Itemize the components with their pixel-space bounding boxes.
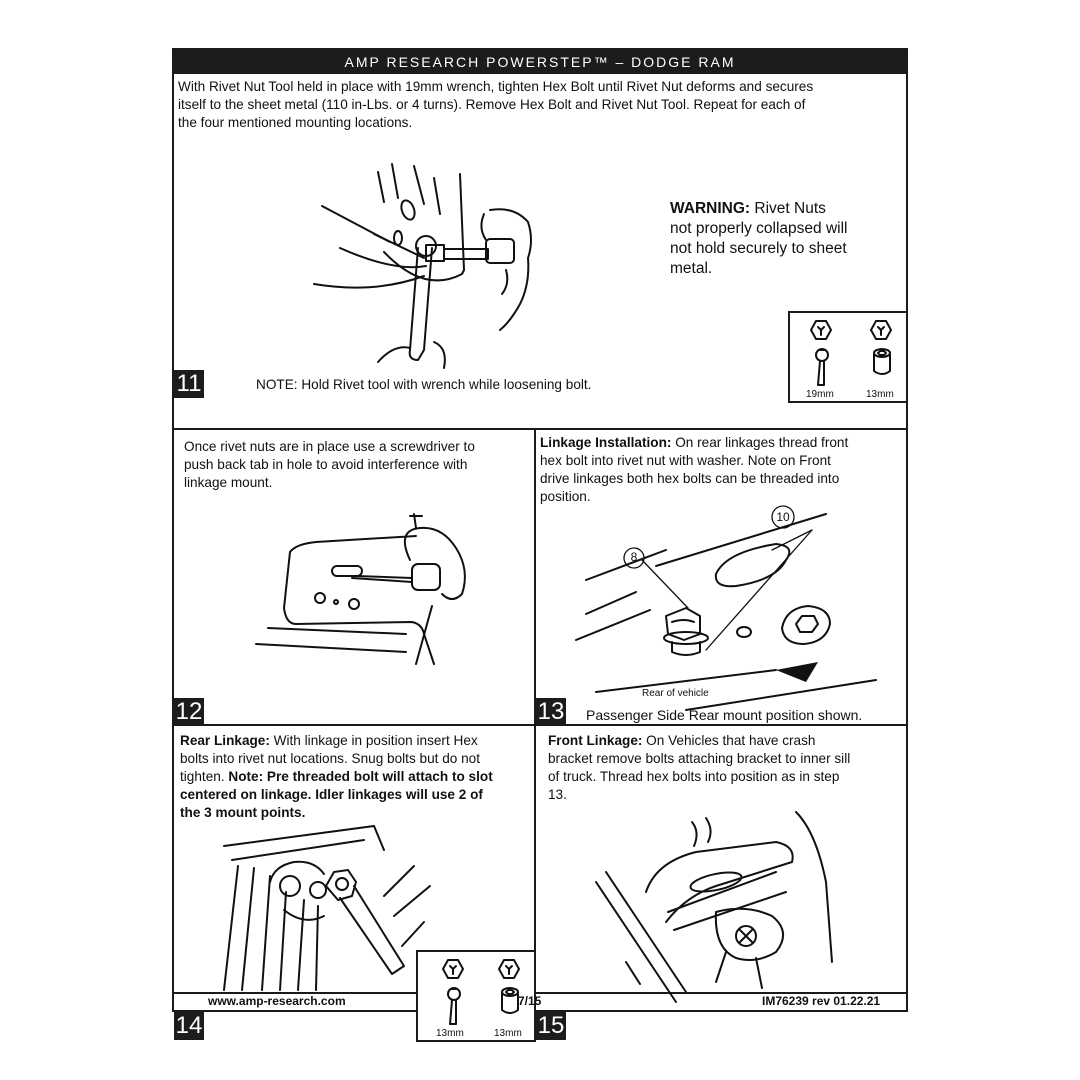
- warning-line: Rivet Nuts: [750, 200, 826, 217]
- document-revision: IM76239 rev 01.22.21: [762, 994, 881, 1008]
- step-11-panel: [174, 74, 906, 430]
- step-13-instructions: [540, 434, 900, 506]
- callout-leaders: [576, 510, 896, 700]
- step-number-11: 11: [174, 370, 204, 398]
- front-linkage-illustration: [596, 812, 856, 1002]
- step-15-line-first: [548, 732, 898, 750]
- step-15-instructions: [548, 732, 898, 804]
- screwdriver-illustration: [256, 524, 496, 664]
- step-15-heading: Front Linkage:: [548, 733, 643, 748]
- step-13-panel: [536, 430, 906, 726]
- step-11-line: With Rivet Nut Tool held in place with 19mm wrench, tighten Hex Bolt until Rivet Nut deforms and secures: [178, 79, 814, 94]
- hex-bolt-icon: [870, 319, 892, 341]
- step-15-line: bracket remove bolts attaching bracket to inner sill: [548, 751, 851, 766]
- step-11-instructions: [178, 78, 902, 132]
- step-15-line: On Vehicles that have crash: [642, 733, 816, 748]
- step-14-line: bolts into rivet nut locations. Snug bolts but do not: [180, 751, 481, 766]
- step-12-panel: [174, 430, 536, 726]
- wrench-icon: [812, 347, 832, 387]
- tool-size-label: 13mm: [436, 1028, 464, 1039]
- hex-bolt-icon: [810, 319, 832, 341]
- step-14-bold-line: the 3 mount points.: [180, 805, 306, 820]
- instruction-sheet: [172, 48, 908, 1039]
- step-number-15: 15: [537, 1012, 565, 1039]
- step-12-line: push back tab in hole to avoid interference with: [184, 457, 468, 472]
- step-13-caption: Passenger Side Rear mount position shown.: [586, 707, 863, 723]
- callout-10-label: 10: [776, 510, 790, 524]
- step-14-bold-line: centered on linkage. Idler linkages will use 2 of: [180, 787, 483, 802]
- step-15-line: 13.: [548, 787, 567, 802]
- tool-size-label: 19mm: [806, 389, 834, 400]
- rear-of-vehicle-label: Rear of vehicle: [642, 688, 709, 699]
- step-number-12: 12: [175, 698, 203, 725]
- website-link[interactable]: www.amp-research.com: [208, 994, 346, 1008]
- tools-required-box: [788, 311, 908, 403]
- step-14-line: With linkage in position insert Hex: [269, 733, 478, 748]
- step-12-instructions: [184, 438, 524, 492]
- step-14-line-third: [180, 768, 532, 786]
- step-12-line: Once rivet nuts are in place use a screwdriver to: [184, 439, 475, 454]
- step-13-line: drive linkages both hex bolts can be threaded into: [540, 471, 840, 486]
- tool-size-label: 13mm: [866, 389, 894, 400]
- step-11-line: the four mentioned mounting locations.: [178, 115, 413, 130]
- hex-bolt-icon: [442, 958, 464, 980]
- step-13-line: position.: [540, 489, 591, 504]
- page-number: 7/15: [518, 994, 542, 1008]
- warning-label: WARNING:: [670, 200, 751, 217]
- step-11-note: NOTE: Hold Rivet tool with wrench while loosening bolt.: [256, 377, 592, 392]
- step-13-heading: Linkage Installation:: [540, 435, 672, 450]
- callout-8-label: 8: [630, 550, 638, 564]
- step-12-line: linkage mount.: [184, 475, 273, 490]
- step-14-heading: Rear Linkage:: [180, 733, 270, 748]
- warning-line: not hold securely to sheet: [670, 240, 847, 257]
- hex-bolt-icon: [498, 958, 520, 980]
- step-13-line-first: [540, 434, 900, 452]
- step-14-line-first: [180, 732, 532, 750]
- rivet-nut-tool-illustration: [314, 144, 554, 374]
- tool-size-label: 13mm: [494, 1028, 522, 1039]
- warning-line: metal.: [670, 260, 713, 277]
- step-14-instructions: [180, 732, 532, 822]
- step-14-line: tighten.: [180, 769, 229, 784]
- step-11-line: itself to the sheet metal (110 in-Lbs. or 4 turns). Remove Hex Bolt and Rivet Nut Tool. Repeat for each of: [178, 97, 806, 112]
- warning-note: [670, 199, 890, 279]
- step-number-13: 13: [537, 698, 565, 725]
- step-number-14: 14: [175, 1012, 203, 1039]
- step-14-note: Note: Pre threaded bolt will attach to slot: [228, 769, 493, 784]
- step-13-line: hex bolt into rivet nut with washer. Note on Front: [540, 453, 831, 468]
- warning-line: not properly collapsed will: [670, 220, 848, 237]
- step-13-line: On rear linkages thread front: [671, 435, 849, 450]
- socket-icon: [870, 347, 894, 377]
- page-header: AMP RESEARCH POWERSTEP™ – DODGE RAM: [174, 50, 906, 74]
- step-15-line: of truck. Thread hex bolts into position as in step: [548, 769, 840, 784]
- page-footer: [174, 994, 906, 1012]
